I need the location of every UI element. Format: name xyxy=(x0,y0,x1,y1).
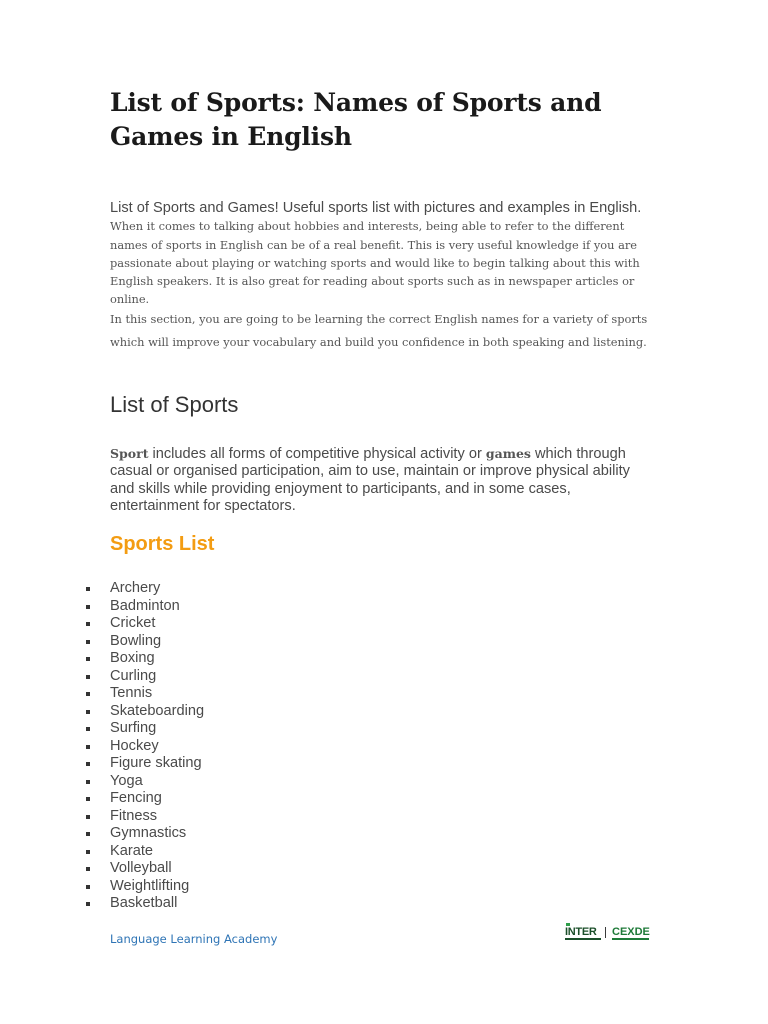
sport-definition-text-1: includes all forms of competitive physical activity or xyxy=(148,446,486,462)
sports-list xyxy=(86,580,204,913)
list-item-label: Weightlifting xyxy=(110,877,190,894)
list-item-label: Fitness xyxy=(110,807,158,824)
list-item xyxy=(86,615,204,633)
intro-paragraph xyxy=(110,199,655,309)
square-bullet-icon xyxy=(86,797,90,801)
list-item-label: Archery xyxy=(110,580,161,596)
list-item xyxy=(86,878,204,896)
square-bullet-icon xyxy=(86,832,90,836)
heading-sports-list: Sports List xyxy=(110,533,215,555)
list-item xyxy=(86,703,204,721)
square-bullet-icon xyxy=(86,710,90,714)
list-item-label: Curling xyxy=(110,667,157,684)
square-bullet-icon xyxy=(86,675,90,679)
list-item-label: Fencing xyxy=(110,790,162,806)
list-item xyxy=(86,598,204,616)
sport-definition-paragraph xyxy=(110,445,650,515)
list-item-label: Bowling xyxy=(110,632,162,649)
square-bullet-icon xyxy=(86,727,90,731)
list-item-label: Skateboarding xyxy=(110,702,205,719)
square-bullet-icon xyxy=(86,640,90,644)
list-item-label: Gymnastics xyxy=(110,825,187,841)
list-item-label: Boxing xyxy=(110,650,155,666)
list-item xyxy=(86,633,204,651)
list-item xyxy=(86,825,204,843)
list-item-label: Volleyball xyxy=(110,860,172,876)
intro-lead-text: List of Sports and Games! Useful sports list with pictures and examples in English. xyxy=(110,200,642,216)
logo-underline-left xyxy=(565,938,601,940)
square-bullet-icon xyxy=(86,762,90,766)
footer-academy-name: Language Learning Academy xyxy=(110,932,278,946)
list-item xyxy=(86,580,204,598)
list-item xyxy=(86,755,204,773)
sport-definition-text-2: which through casual or organised participation, aim to use, maintain or improve physical ability and skills while providing enjoyment to participants, and in some cases, entertainment for spectators. xyxy=(110,446,630,514)
list-item-label: Figure skating xyxy=(110,755,202,771)
list-item-label: Hockey xyxy=(110,737,159,754)
square-bullet-icon xyxy=(86,745,90,749)
list-item xyxy=(86,860,204,878)
logo-cexde-text: CEXDE xyxy=(612,926,650,938)
sport-term: Sport xyxy=(110,446,149,461)
list-item xyxy=(86,668,204,686)
square-bullet-icon xyxy=(86,587,90,591)
logo-inter-text: INTER xyxy=(565,926,597,938)
list-item xyxy=(86,843,204,861)
square-bullet-icon xyxy=(86,850,90,854)
list-item-label: Yoga xyxy=(110,772,143,789)
inter-cexde-logo xyxy=(565,926,651,942)
section-intro-paragraph: In this section, you are going to be learning the correct English names for a variety of sports which will improve your vocabulary and build you confidence in both speaking and listening. xyxy=(110,312,648,349)
list-item-label: Basketball xyxy=(110,895,178,911)
list-item xyxy=(86,685,204,703)
square-bullet-icon xyxy=(86,885,90,889)
square-bullet-icon xyxy=(86,622,90,626)
list-item xyxy=(86,738,204,756)
page-title: List of Sports: Names of Sports and Games in English xyxy=(110,88,602,151)
list-item xyxy=(86,895,204,913)
square-bullet-icon xyxy=(86,780,90,784)
list-item xyxy=(86,790,204,808)
list-item-label: Cricket xyxy=(110,615,156,631)
list-item-label: Badminton xyxy=(110,597,180,614)
list-item-label: Karate xyxy=(110,842,153,859)
games-term: games xyxy=(485,446,531,461)
logo-underline-right xyxy=(612,938,649,940)
list-item xyxy=(86,720,204,738)
heading-list-of-sports: List of Sports xyxy=(110,392,239,417)
list-item xyxy=(86,808,204,826)
intro-body-text: When it comes to talking about hobbies and interests, being able to refer to the different names of sports in English can be of a real benefit. This is very useful knowledge if you are passionate about playing or watching sports and would like to begin talking about this with English speakers. It is also great for reading about sports such as in newspaper articles or online. xyxy=(110,219,640,307)
square-bullet-icon xyxy=(86,815,90,819)
square-bullet-icon xyxy=(86,902,90,906)
list-item-label: Surfing xyxy=(110,720,157,736)
list-item xyxy=(86,773,204,791)
list-item-label: Tennis xyxy=(110,685,153,701)
square-bullet-icon xyxy=(86,657,90,661)
square-bullet-icon xyxy=(86,692,90,696)
logo-separator xyxy=(605,927,606,938)
square-bullet-icon xyxy=(86,605,90,609)
square-bullet-icon xyxy=(86,867,90,871)
list-item xyxy=(86,650,204,668)
